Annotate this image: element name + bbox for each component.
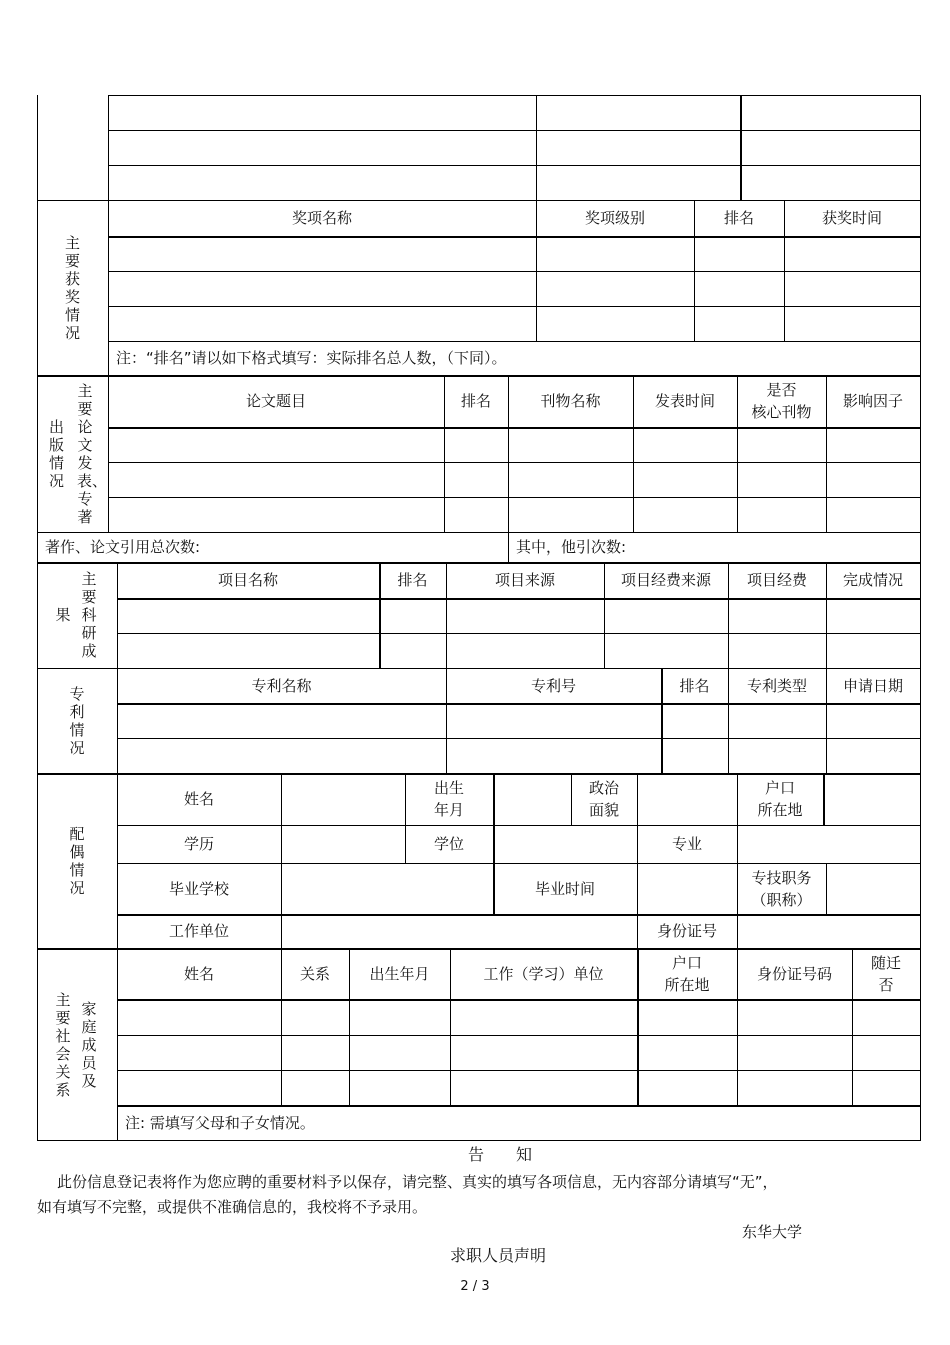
patents-header-name: 专利名称 bbox=[251, 676, 312, 695]
awards-header-name: 奖项名称 bbox=[291, 209, 352, 227]
blank-col-rule bbox=[536, 95, 537, 201]
research-header-name: 项目名称 bbox=[217, 571, 278, 589]
notice-body-line1: 此份信息登记表将作为您应聘的重要材料予以保存，请完整、真实的填写各项信息，无内容部分请填写“无”， bbox=[57, 1173, 778, 1191]
page-number: 2 / 3 bbox=[460, 1279, 490, 1294]
spouse-hukou-label: 户口 所在地 bbox=[757, 779, 803, 819]
patents-header-rank: 排名 bbox=[679, 676, 710, 695]
family-side-label-b bbox=[74, 995, 104, 1095]
papers-row-rule bbox=[108, 497, 921, 498]
spouse-grad-time-label: 毕业时间 bbox=[534, 879, 595, 898]
spouse-degree-label: 学位 bbox=[433, 835, 464, 853]
awards-row-rule bbox=[108, 271, 921, 272]
family-note: 注: 需填写父母和子女情况。 bbox=[125, 1113, 315, 1132]
awards-header-date: 获奖时间 bbox=[821, 209, 882, 227]
papers-header-title: 论文题目 bbox=[245, 392, 306, 410]
spouse-education-label: 学历 bbox=[183, 835, 214, 853]
family-side-label-b-text: 家庭成员及 bbox=[81, 1000, 97, 1090]
spouse-col-rule bbox=[823, 773, 825, 826]
notice-signature: 东华大学 bbox=[742, 1223, 803, 1241]
patents-header-number: 专利号 bbox=[530, 676, 576, 695]
papers-header-rule bbox=[108, 427, 921, 429]
papers-header-rank: 排名 bbox=[460, 392, 491, 410]
research-header-status: 完成情况 bbox=[842, 571, 903, 589]
papers-header-date: 发表时间 bbox=[654, 392, 715, 410]
notice-title: 告 知 bbox=[467, 1145, 532, 1164]
papers-side-label-b bbox=[70, 375, 108, 532]
papers-header-journal: 刊物名称 bbox=[540, 392, 601, 410]
patents-header-type: 专利类型 bbox=[746, 676, 807, 695]
papers-side-label-b-text: 主要论文发表、专著 bbox=[77, 381, 108, 526]
research-header-source: 项目来源 bbox=[494, 571, 555, 589]
spouse-side-label-text: 配偶情况 bbox=[69, 824, 85, 897]
awards-side-label bbox=[37, 200, 108, 375]
papers-header-core: 是否 核心刊物 bbox=[751, 381, 812, 421]
family-row-rule bbox=[117, 1070, 921, 1071]
research-side-label-a-text: 果 bbox=[55, 606, 71, 624]
notice-body-line2: 如有填写不完整，或提供不准确信息的，我校将不予录用。 bbox=[37, 1198, 428, 1216]
research-side-label-a bbox=[50, 562, 76, 668]
family-header-relation: 关系 bbox=[299, 964, 330, 983]
family-header-employer: 工作（学习）单位 bbox=[483, 964, 604, 983]
family-header-hukou: 户口 所在地 bbox=[664, 953, 710, 994]
blank-row-rule bbox=[108, 165, 921, 166]
blank-col-rule bbox=[740, 95, 742, 201]
patents-side-label-text: 专利情况 bbox=[69, 684, 85, 757]
patents-side-label bbox=[37, 668, 117, 773]
awards-header-level: 奖项级别 bbox=[584, 209, 645, 227]
family-side-label-a bbox=[50, 985, 76, 1105]
patents-header-date: 申请日期 bbox=[842, 676, 903, 695]
research-header-rule bbox=[117, 598, 921, 600]
spouse-school-label: 毕业学校 bbox=[168, 879, 229, 898]
papers-header-impact: 影响因子 bbox=[842, 392, 903, 410]
research-header-funding: 项目经费 bbox=[746, 571, 807, 589]
family-side-label-a-text: 主要社会关系 bbox=[55, 991, 71, 1099]
spouse-title-label: 专技职务 （职称） bbox=[751, 868, 812, 909]
family-row-rule bbox=[117, 1035, 921, 1036]
outer-right-border bbox=[920, 95, 921, 1141]
citations-total-label: 著作、论文引用总次数: bbox=[45, 538, 201, 556]
family-header-rule bbox=[117, 999, 921, 1001]
awards-header-rule bbox=[108, 236, 921, 238]
family-header-name: 姓名 bbox=[183, 964, 214, 983]
papers-row-rule bbox=[108, 462, 921, 463]
family-header-id: 身份证号码 bbox=[756, 964, 832, 983]
table-bottom-rule bbox=[37, 1140, 921, 1141]
spouse-name-label: 姓名 bbox=[183, 790, 214, 808]
declaration-title: 求职人员声明 bbox=[449, 1246, 546, 1265]
patents-header-rule bbox=[117, 703, 921, 705]
spouse-political-label: 政治 面貌 bbox=[588, 779, 619, 819]
research-header-rank: 排名 bbox=[397, 571, 428, 589]
research-row-rule bbox=[117, 633, 921, 634]
spouse-major-label: 专业 bbox=[671, 835, 702, 853]
family-header-relocate: 随迁 否 bbox=[870, 953, 901, 994]
awards-side-label-text: 主要获奖情况 bbox=[64, 233, 80, 342]
spouse-employer-label: 工作单位 bbox=[168, 922, 229, 940]
blank-row-rule bbox=[108, 130, 921, 131]
awards-header-rank: 排名 bbox=[723, 209, 754, 227]
citations-other-label: 其中，他引次数: bbox=[516, 538, 627, 556]
research-header-fund-source: 项目经费来源 bbox=[620, 571, 711, 589]
research-side-label-b-text: 主要科研成 bbox=[81, 570, 97, 660]
awards-note: 注：“排名”请以如下格式填写：实际排名总人数，（下同）。 bbox=[116, 349, 507, 367]
spouse-col-rule bbox=[826, 863, 827, 915]
awards-row-rule bbox=[108, 306, 921, 307]
family-header-birth: 出生年月 bbox=[369, 964, 430, 983]
patents-row-rule bbox=[117, 738, 921, 739]
blank-row-rule bbox=[108, 95, 921, 96]
spouse-id-label: 身份证号 bbox=[656, 922, 717, 940]
spouse-birth-label: 出生 年月 bbox=[433, 779, 464, 819]
research-side-label-b bbox=[74, 562, 104, 668]
spouse-col-rule bbox=[737, 914, 738, 949]
spouse-side-label bbox=[37, 773, 117, 948]
spouse-col-rule bbox=[281, 773, 282, 949]
papers-side-label-a-text: 出版情况 bbox=[48, 417, 64, 490]
